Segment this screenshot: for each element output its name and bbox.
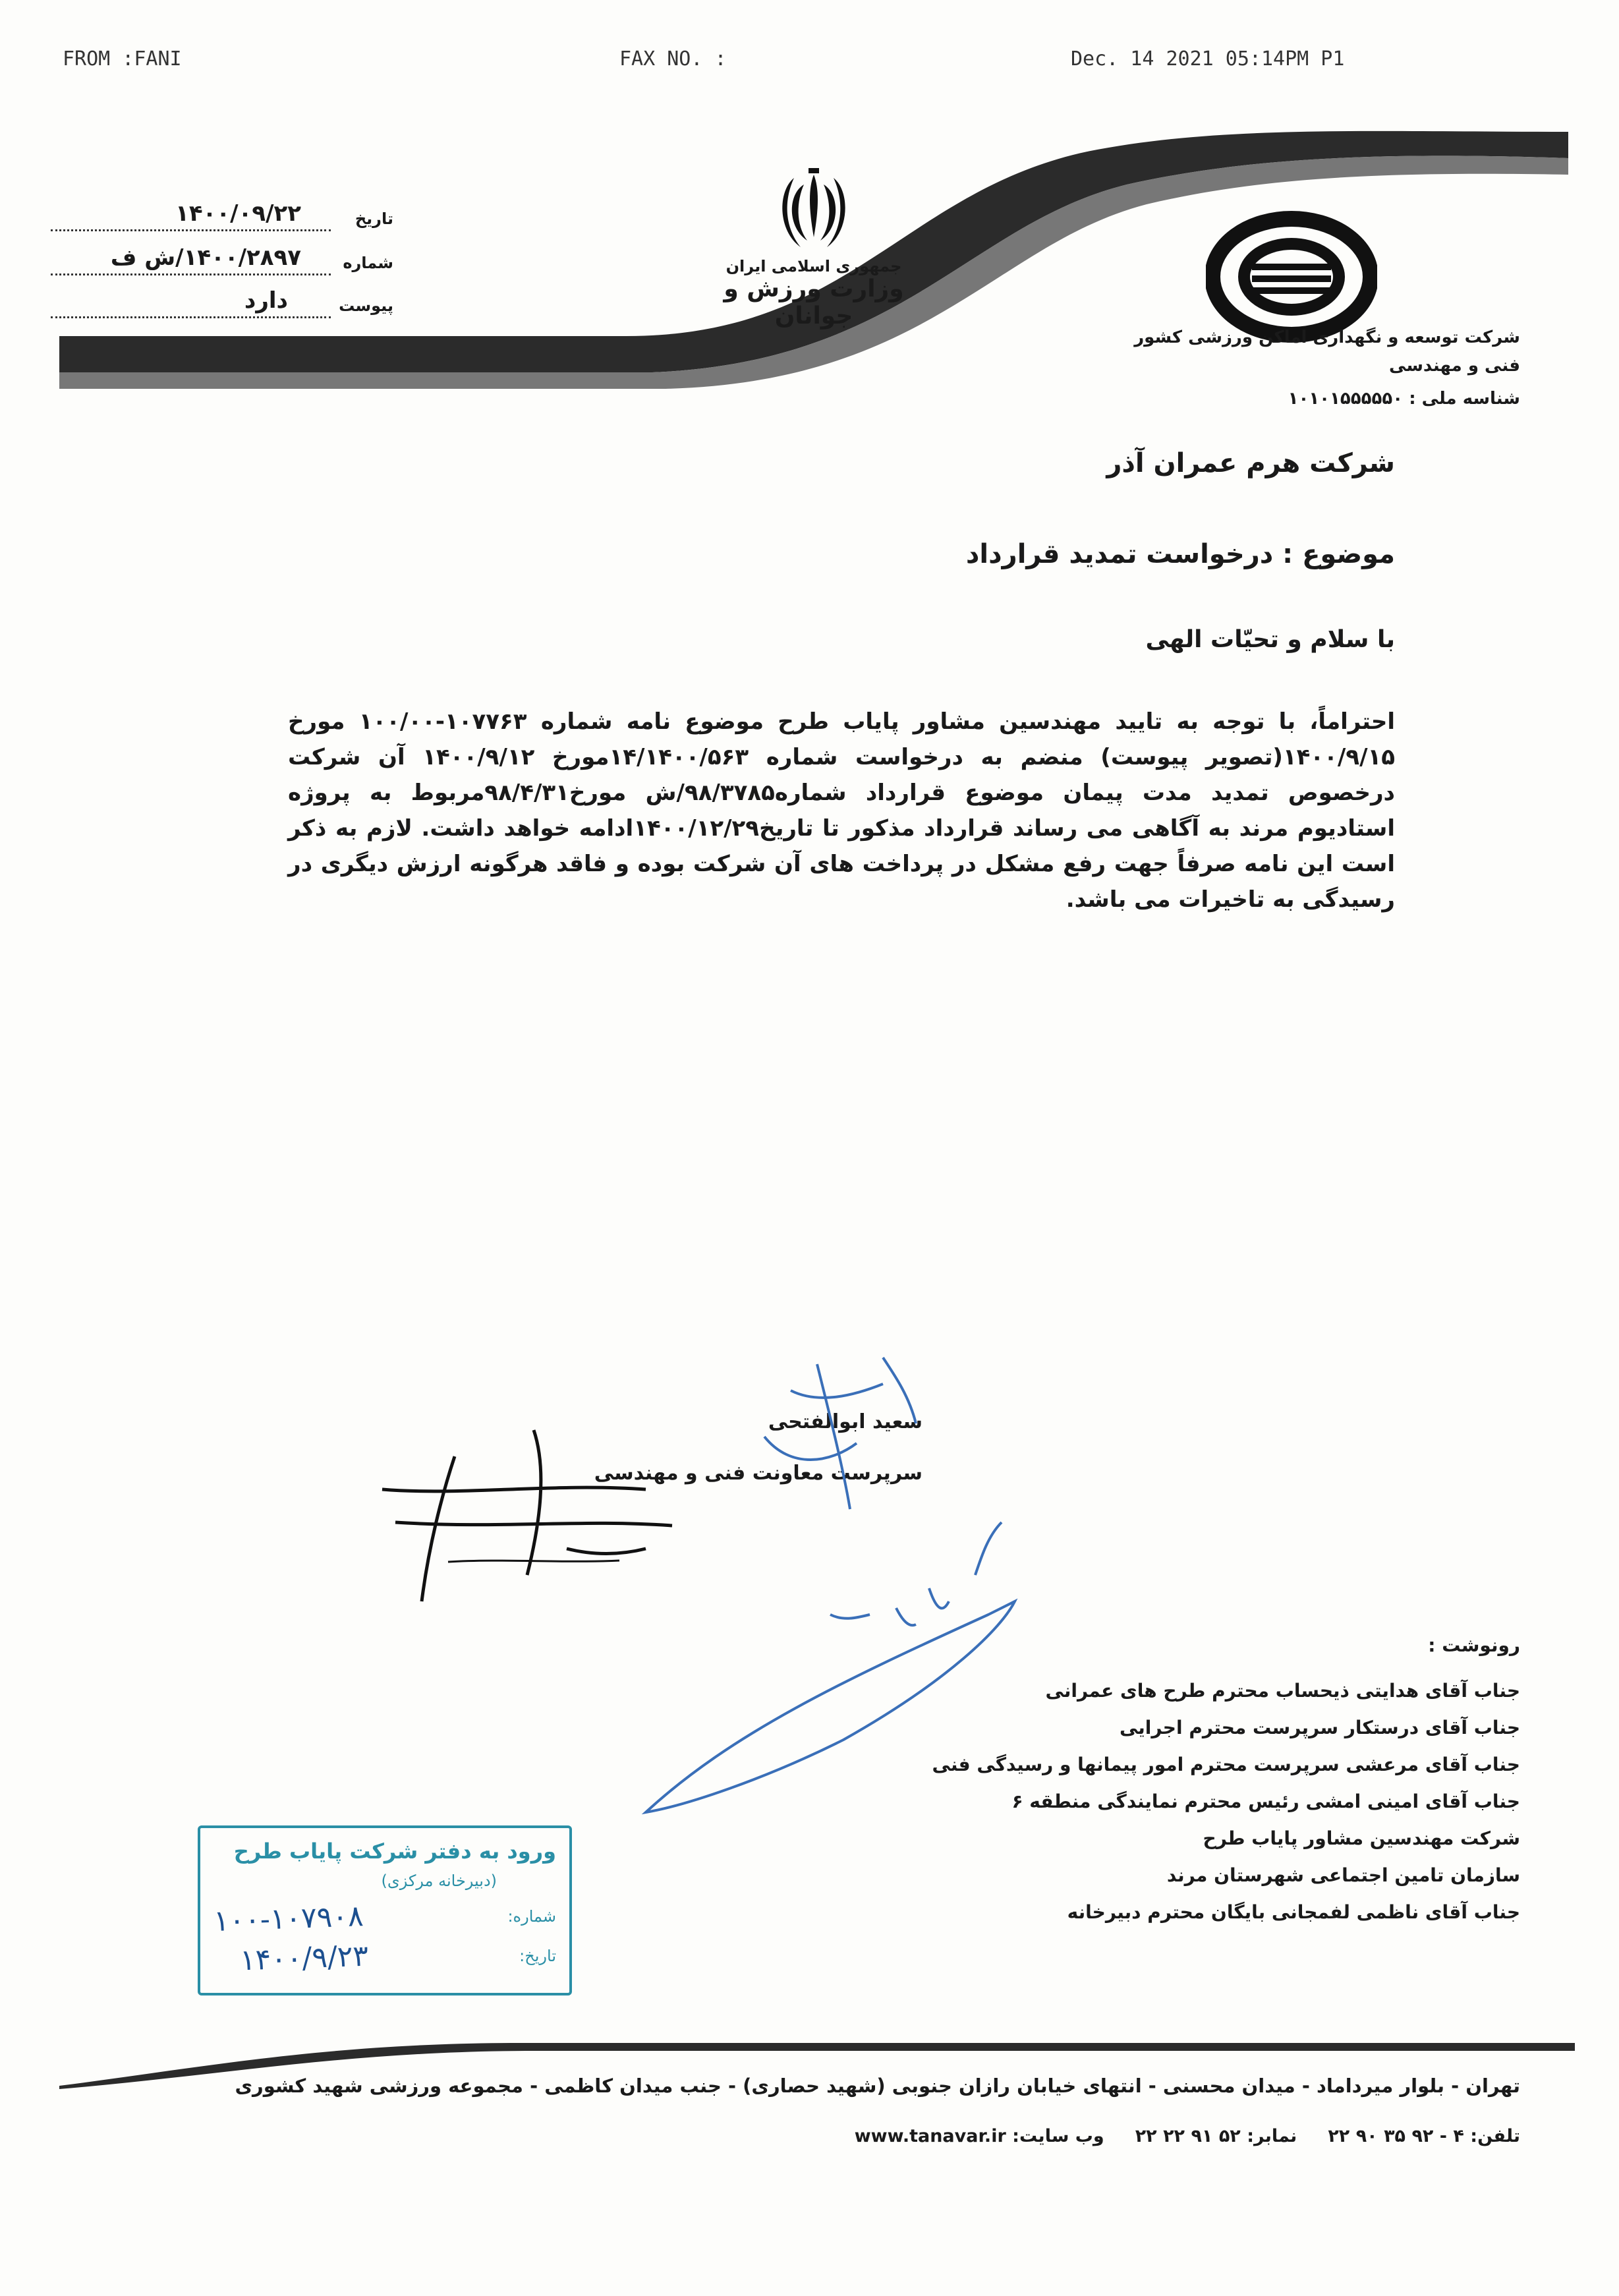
fax-datetime: Dec. 14 2021 05:14PM P1: [1071, 47, 1345, 71]
attachment-dots: [51, 297, 331, 318]
footer-contact: [202, 2126, 1520, 2146]
attachment-value: دارد: [244, 287, 288, 314]
receipt-stamp: [198, 1825, 572, 1995]
fax-number: FAX NO. :: [619, 47, 727, 71]
stamp-subtitle: (دبیرخانه مرکزی): [381, 1872, 497, 1890]
ministry-name: وزارت ورزش و جوانان: [724, 275, 904, 330]
footer-address: تهران - بلوار میرداماد - میدان محسنی - انتهای خیابان رازان جنوبی (شهید حصاری) - جنب میدان کاظمی - مجموعه ورزشی شهید کشوری: [235, 2075, 1520, 2097]
subject: موضوع : درخواست تمدید قرارداد: [965, 539, 1395, 569]
cc-item: جناب آقای امینی امشی رئیس محترم نمایندگی منطقه ۶: [1011, 1791, 1520, 1812]
cc-item: جناب آقای مرعشی سرپرست محترم امور پیمانها و رسیدگی فنی: [932, 1754, 1520, 1775]
cc-item: جناب آقای ناظمی لفمجانی بایگان محترم دبیرخانه: [1067, 1901, 1520, 1923]
company-name: شرکت توسعه و نگهداری اماکن ورزشی کشور: [1134, 328, 1520, 347]
cc-list: [598, 1673, 1520, 1931]
stamp-number-label: شماره:: [507, 1907, 556, 1926]
greeting: با سلام و تحیّات الهی: [1145, 626, 1395, 653]
addressee: شرکت هرم عمران آذر: [1106, 448, 1395, 478]
cc-heading: رونوشت :: [1428, 1634, 1520, 1656]
company-department: فنی و مهندسی: [1389, 356, 1520, 376]
footer-website-link[interactable]: www.tanavar.ir: [854, 2126, 1006, 2146]
attachment-label: پیوست: [339, 297, 393, 315]
signatory-title: سرپرست معاونت فنی و مهندسی: [594, 1462, 923, 1485]
footer-phone: تلفن: ۴ - ۹۲ ۳۵ ۹۰ ۲۲: [1328, 2126, 1520, 2146]
number-label: شماره: [343, 254, 393, 272]
stamp-date-label: تاریخ:: [519, 1947, 556, 1965]
cc-item: شرکت مهندسین مشاور پایاب طرح: [1203, 1827, 1520, 1849]
cc-item: جناب آقای هدایتی ذیحساب محترم طرح های عمرانی: [1045, 1680, 1520, 1702]
ministry-country-line: جمهوری اسلامی ایران: [725, 257, 902, 275]
fax-from: FROM :FANI: [63, 47, 182, 71]
date-value: ۱۴۰۰/۰۹/۲۲: [175, 200, 301, 227]
company-logo-icon: [1206, 211, 1377, 343]
meta-number-row: [51, 244, 393, 276]
number-value: ۱۴۰۰/۲۸۹۷/ش ف: [110, 244, 301, 271]
letter-body: احتراماً، با توجه به تایید مهندسین مشاور پایاب طرح موضوع نامه شماره ۱۰۷۷۶۳-۱۰۰/۰۰ مورخ ۱۴۰۰/۹/۱۵(تصویر پیوست) منضم به درخواست شماره ۱۴/۱۴۰۰/۵۶۳مورخ ۱۴۰۰/۹/۱۲ آن شرکت درخصوص تمدید مدت پیمان موضوع قرارداد شماره۹۸/۳۷۸۵/ش مورخ۹۸/۴/۳۱مربوط به پروژه استادیوم مرند به آگاهی می رساند قرارداد مذکور تا تاریخ۱۴۰۰/۱۲/۲۹ادامه خواهد داشت. لازم به ذکر است این نامه صرفاً جهت رفع مشکل در پرداخت های آن شرکت بوده و فاقد هرگونه ارزش دیگری در رسیدگی به تاخیرات می باشد.: [288, 708, 1396, 913]
meta-date-row: [51, 200, 393, 232]
cc-item: جناب آقای درستکار سرپرست محترم اجرایی: [1119, 1717, 1520, 1738]
iran-emblem-icon: [774, 168, 853, 254]
stamp-title: ورود به دفتر شرکت پایاب طرح: [233, 1839, 556, 1864]
cc-item: سازمان تامین اجتماعی شهرستان مرند: [1166, 1864, 1520, 1886]
signatory-name: سعید ابوالفتحی: [768, 1410, 923, 1433]
stamp-number-value: ۱۰۰-۱۰۷۹۰۸: [213, 1899, 364, 1938]
footer-website-label: وب سایت:: [1012, 2126, 1104, 2146]
date-label: تاریخ: [355, 210, 393, 228]
stamp-date-value: ۱۴۰۰/۹/۲۳: [239, 1939, 369, 1978]
meta-attachment-row: [51, 287, 393, 319]
footer-fax: نمابر: ۵۲ ۹۱ ۲۲ ۲۲: [1135, 2126, 1297, 2146]
company-national-id: شناسه ملی : ۱۰۱۰۱۵۵۵۵۵۰: [1288, 389, 1520, 409]
